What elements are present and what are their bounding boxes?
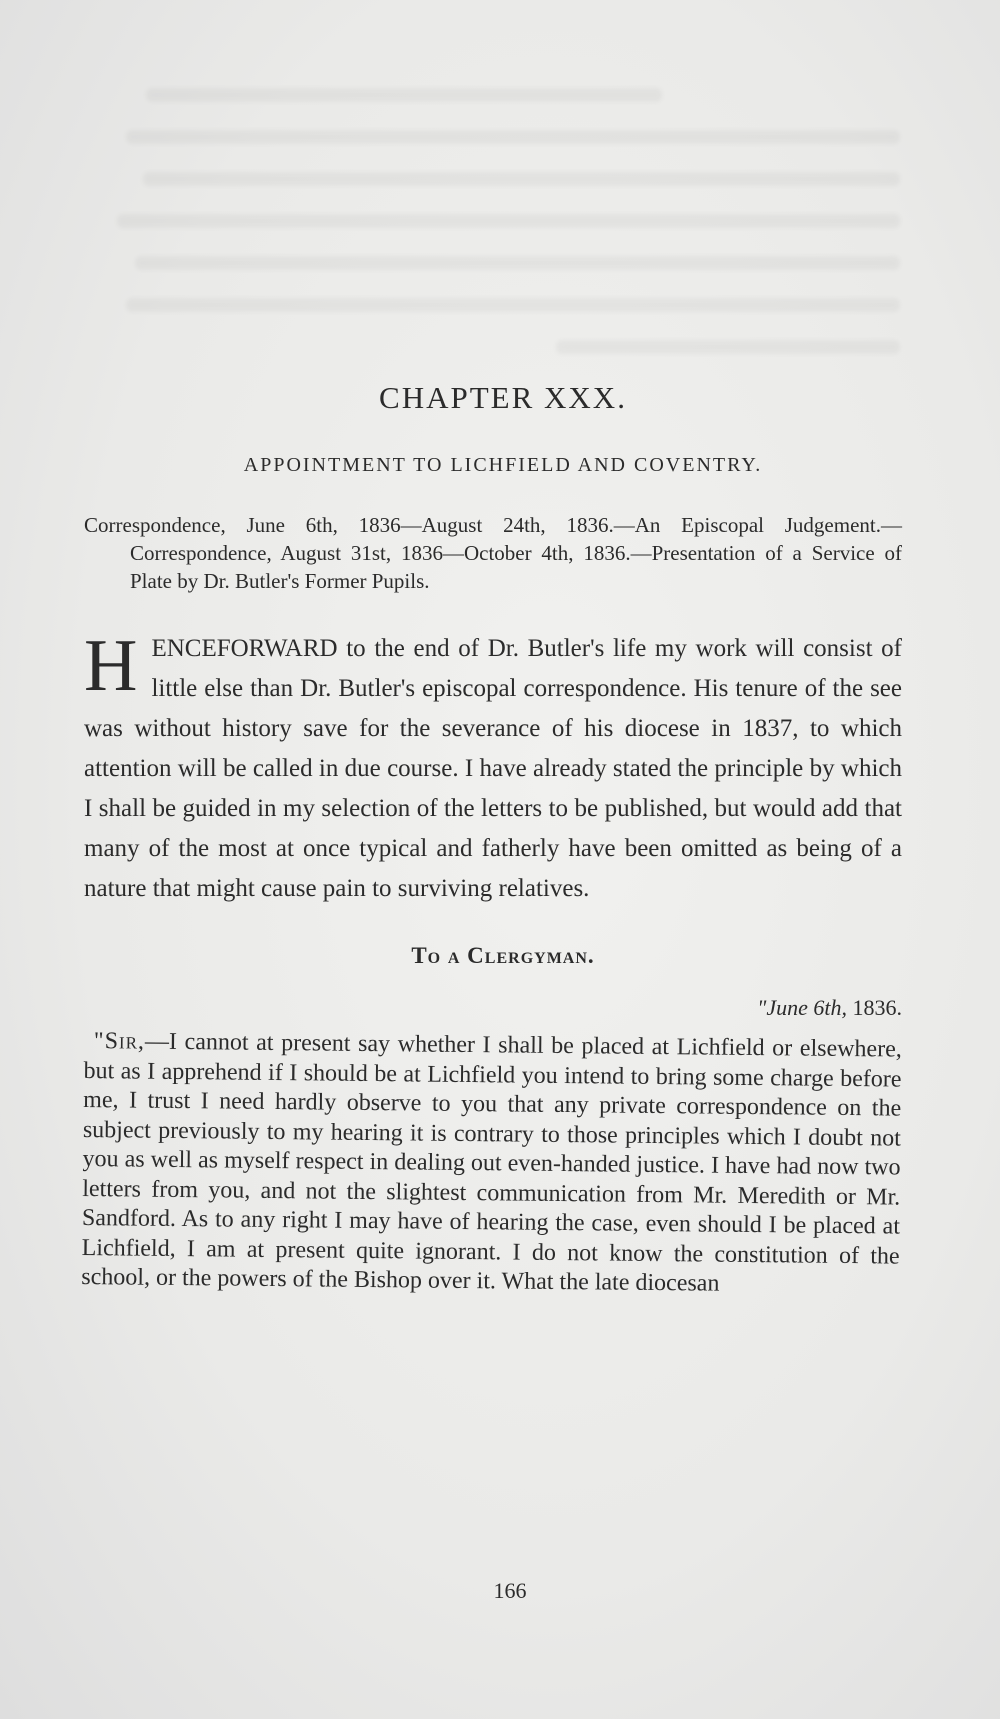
- opening-text: to the end of Dr. Butler's life my work will consist of little else than Dr. Butler's episcopal correspondence. His tenure of the see was without history save for the severance of his diocese in 1837, to which attention will be called in due course. I have already stated the principle by which I shall be guided in my selection of the letters to be published, but would add that many of the most at once typical and fatherly have been omitted as being of a nature that might cause pain to surviving relatives.: [84, 635, 902, 902]
- opening-paragraph: [84, 625, 902, 909]
- chapter-subtitle: APPOINTMENT TO LICHFIELD AND COVENTRY.: [243, 454, 763, 476]
- chapter-synopsis: Correspondence, June 6th, 1836—August 24th, 1836.—An Episcopal Judgement.—Correspondence, August 31st, 1836—October 4th, 1836.—Presentation of a Service of Plate by Dr. Butler's Former Pupils.: [84, 513, 902, 593]
- drop-cap: H: [84, 625, 138, 707]
- letter-date-year: 1836.: [847, 995, 902, 1020]
- page-content: [81, 380, 902, 1297]
- lead-caps: ENCEFORWARD: [151, 635, 338, 662]
- letter-heading: To a Clergyman.: [411, 943, 595, 968]
- show-through-text: [60, 60, 920, 400]
- letter-date: [84, 995, 902, 1021]
- letter-salutation: "Sir,: [93, 1028, 146, 1055]
- page-number: 166: [493, 1578, 527, 1603]
- letter-body: [81, 1027, 902, 1301]
- letter-text: —I cannot at present say whether I shall be placed at Lichfield or elsewhere, but as I apprehend if I should be at Lichfield you intend to bring some charge before me, I trust I need hardly observe to you that any private correspondence on the subject previously to my hearing it is contrary to those principles which I doubt not you as well as myself respect in dealing out even-handed justice. I have had now two letters from you, and not the slightest communication from Mr. Meredith or Mr. Sandford. As to any right I may have of hearing the case, even should I be placed at Lichfield, I am at present quite ignorant. I do not know the constitution of the school, or the powers of the Bishop over it. What the late diocesan: [81, 1028, 902, 1297]
- chapter-heading: CHAPTER XXX.: [379, 380, 627, 415]
- letter-date-day: "June 6th,: [757, 995, 847, 1020]
